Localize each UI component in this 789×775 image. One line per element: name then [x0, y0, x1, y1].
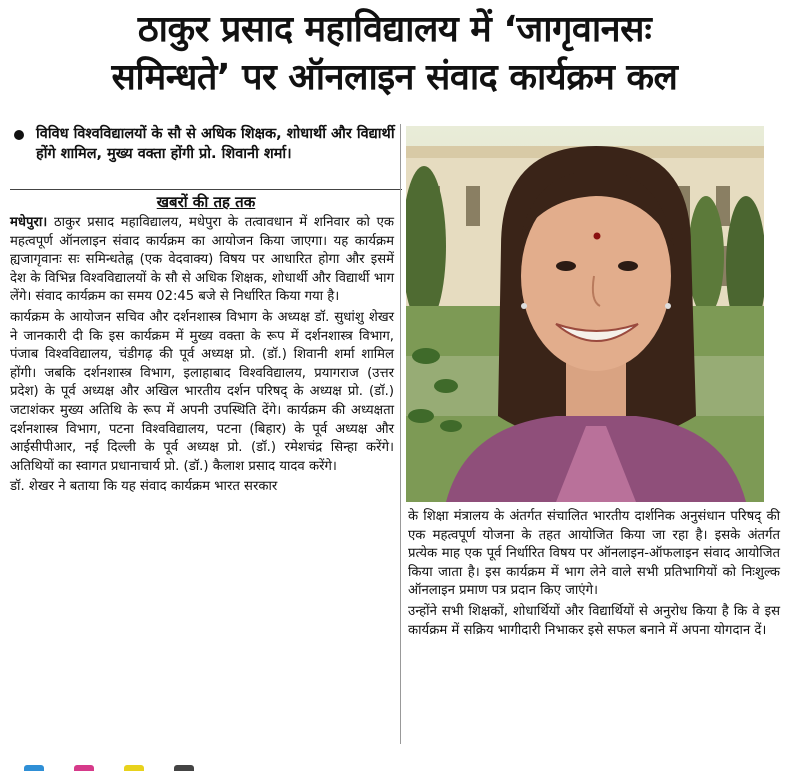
headline: [8, 6, 781, 102]
divider: [10, 189, 402, 190]
body-right-column: [408, 508, 780, 642]
headline-line-2: समिन्धते’ पर ऑनलाइन संवाद कार्यक्रम कल: [111, 57, 678, 98]
bullet-icon: [14, 130, 24, 140]
summary-text: विविध विश्वविद्यालयों के सौ से अधिक शिक्षक, शोधार्थी और विद्यार्थी होंगे शामिल, मुख्य वक्ता होंगी प्रो. शिवानी शर्मा।: [36, 126, 395, 162]
color-mark-yellow: [124, 765, 144, 771]
paragraph-5: उन्होंने सभी शिक्षकों, शोधार्थियों और विद्यार्थियों से अनुरोध किया है कि वे इस कार्यक्रम में सक्रिय भागीदारी निभाकर इसे सफल बनाने में अपना योगदान दें।: [408, 603, 780, 638]
paragraph-3: डॉ. शेखर ने बताया कि यह संवाद कार्यक्रम भारत सरकार: [10, 479, 278, 495]
speaker-photo: [406, 126, 764, 502]
kicker: खबरों की तह तक: [156, 193, 256, 211]
body-left-column: [10, 214, 394, 499]
dateline: मधेपुरा।: [10, 215, 48, 230]
paragraph-1: [10, 214, 394, 307]
color-mark-cyan: [24, 765, 44, 771]
column-divider: [400, 124, 401, 744]
summary-bullet: [10, 124, 400, 164]
paragraph-1-text: ठाकुर प्रसाद महाविद्यालय, मधेपुरा के तत्वावधान में शनिवार को एक महत्वपूर्ण ऑनलाइन संवाद कार्यक्रम का आयोजन किया जाएगा। यह कार्यक्रम ह्यजागृवानः सः समिन्धतेह्न (एक वेदवाक्य) विषय पर आधारित होगा और इसमें देश के विभिन्न विश्वविद्यालयों के सौ से अधिक शिक्षक, शोधार्थी और विद्यार्थी भाग लेंगे। संवाद कार्यक्रम का समय 02:45 बजे से निर्धारित किया गया है।: [10, 215, 394, 305]
color-mark-magenta: [74, 765, 94, 771]
paragraph-2: कार्यक्रम के आयोजन सचिव और दर्शनशास्त्र विभाग के अध्यक्ष डॉ. सुधांशु शेखर ने जानकारी दी कि इस कार्यक्रम में मुख्य वक्ता के रूप में दर्शनशास्त्र विभाग, पंजाब विश्वविद्यालय, चंडीगढ़ की पूर्व अध्यक्ष प्रो. (डॉ.) शिवानी शर्मा शामिल होंगी। जबकि दर्शनशास्त्र विभाग, इलाहाबाद विश्वविद्यालय, प्रयागराज (उत्तर प्रदेश) के पूर्व अध्यक्ष और अखिल भारतीय दर्शन परिषद् के अध्यक्ष प्रो. (डॉ.) जटाशंकर मुख्य अतिथि के रूप में अपनी उपस्थिति देंगे। कार्यक्रम की अध्यक्षता दर्शनशास्त्र विभाग, पटना विश्वविद्यालय, पटना (बिहार) के पूर्व अध्यक्ष और आईसीपीआर, नई दिल्ली के पूर्व अध्यक्ष प्रो. (डॉ.) रमेशचंद्र सिन्हा करेंगे। अतिथियों का स्वागत प्रधानाचार्य प्रो. (डॉ.) कैलाश प्रसाद यादव करेंगे।: [10, 309, 394, 474]
paragraph-4: के शिक्षा मंत्रालय के अंतर्गत संचालित भारतीय दार्शनिक अनुसंधान परिषद् की एक महत्वपूर्ण योजना के तहत आयोजित किया जा रहा है। इसके अंतर्गत प्रत्येक माह एक पूर्व निर्धारित विषय पर ऑनलाइन-ऑफलाइन संवाद आयोजित किया जाता है। इस कार्यक्रम में भाग लेने वाले सभी प्रतिभागियों को निःशुल्क ऑनलाइन प्रमाण पत्र प्रदान किए जाएंगे।: [408, 509, 780, 599]
print-color-strip: [24, 756, 264, 762]
color-mark-black: [174, 765, 194, 771]
headline-line-1: ठाकुर प्रसाद महाविद्यालय में ‘जागृवानसः: [137, 9, 652, 50]
